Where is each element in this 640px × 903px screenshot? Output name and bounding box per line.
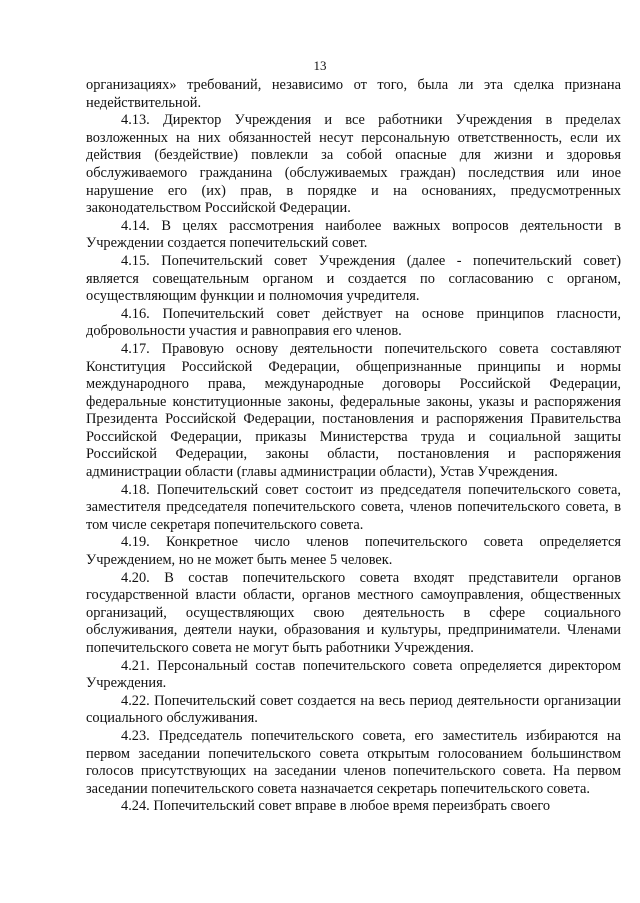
- paragraph-4-20: 4.20. В состав попечительского совета входят представители органов государственной власти области, органов местного самоуправления, общественных организаций, осуществляющих свою деятельность в сфере социального обслуживания, деятели науки, образования и культуры, предприниматели. Членами попечительского совета не могут быть работники Учреждения.: [86, 569, 621, 656]
- paragraph-4-15: 4.15. Попечительский совет Учреждения (далее - попечительский совет) является совещательным органом и создается по согласованию с органом, осуществляющим функции и полномочия учредителя.: [86, 252, 621, 305]
- paragraph-4-17: 4.17. Правовую основу деятельности попечительского совета составляют Конституция Российской Федерации, общепризнанные принципы и нормы международного права, международные договоры Российской Федерации, федеральные конституционные законы, федеральные законы, указы и распоряжения Президента Российской Федерации, постановления и распоряжения Правительства Российской Федерации, приказы Министерства труда и социальной защиты Российской Федерации, законы области, постановления и распоряжения администрации области (главы администрации области), Устав Учреждения.: [86, 340, 621, 481]
- paragraph-4-21: 4.21. Персональный состав попечительского совета определяется директором Учреждения.: [86, 657, 621, 692]
- paragraph-continuation: организациях» требований, независимо от того, была ли эта сделка признана недействительной.: [86, 77, 621, 111]
- paragraph-4-14: 4.14. В целях рассмотрения наиболее важных вопросов деятельности в Учреждении создается попечительский совет.: [86, 217, 621, 252]
- paragraph-4-19: 4.19. Конкретное число членов попечительского совета определяется Учреждением, но не может быть менее 5 человек.: [86, 534, 621, 569]
- paragraph-4-16: 4.16. Попечительский совет действует на основе принципов гласности, добровольности участия и равноправия его членов.: [86, 305, 621, 340]
- document-body: [86, 77, 621, 816]
- paragraph-4-24: 4.24. Попечительский совет вправе в любое время переизбрать своего: [121, 798, 551, 815]
- page-number: 13: [313, 58, 327, 73]
- paragraph-4-18: 4.18. Попечительский совет состоит из председателя попечительского совета, заместителя председателя попечительского совета, членов попечительского совета, в том числе секретаря попечительского совета.: [86, 481, 621, 533]
- paragraph-4-22: 4.22. Попечительский совет создается на весь период деятельности организации социального обслуживания.: [86, 692, 621, 727]
- paragraph-4-13: 4.13. Директор Учреждения и все работники Учреждения в пределах возложенных на них обязанностей несут персональную ответственность, если их действия (бездействие) повлекли за собой опасные для жизни и здоровья обслуживаемого гражданина (обслуживаемых граждан) последствия или иное нарушение его (их) прав, в порядке и на основаниях, предусмотренных законодательством Российской Федерации.: [86, 112, 621, 217]
- paragraph-4-23: 4.23. Председатель попечительского совета, его заместитель избираются на первом заседании попечительского совета открытым голосованием большинством голосов присутствующих на заседании членов попечительского совета. На первом заседании попечительского совета назначается секретарь попечительского совета.: [86, 727, 621, 797]
